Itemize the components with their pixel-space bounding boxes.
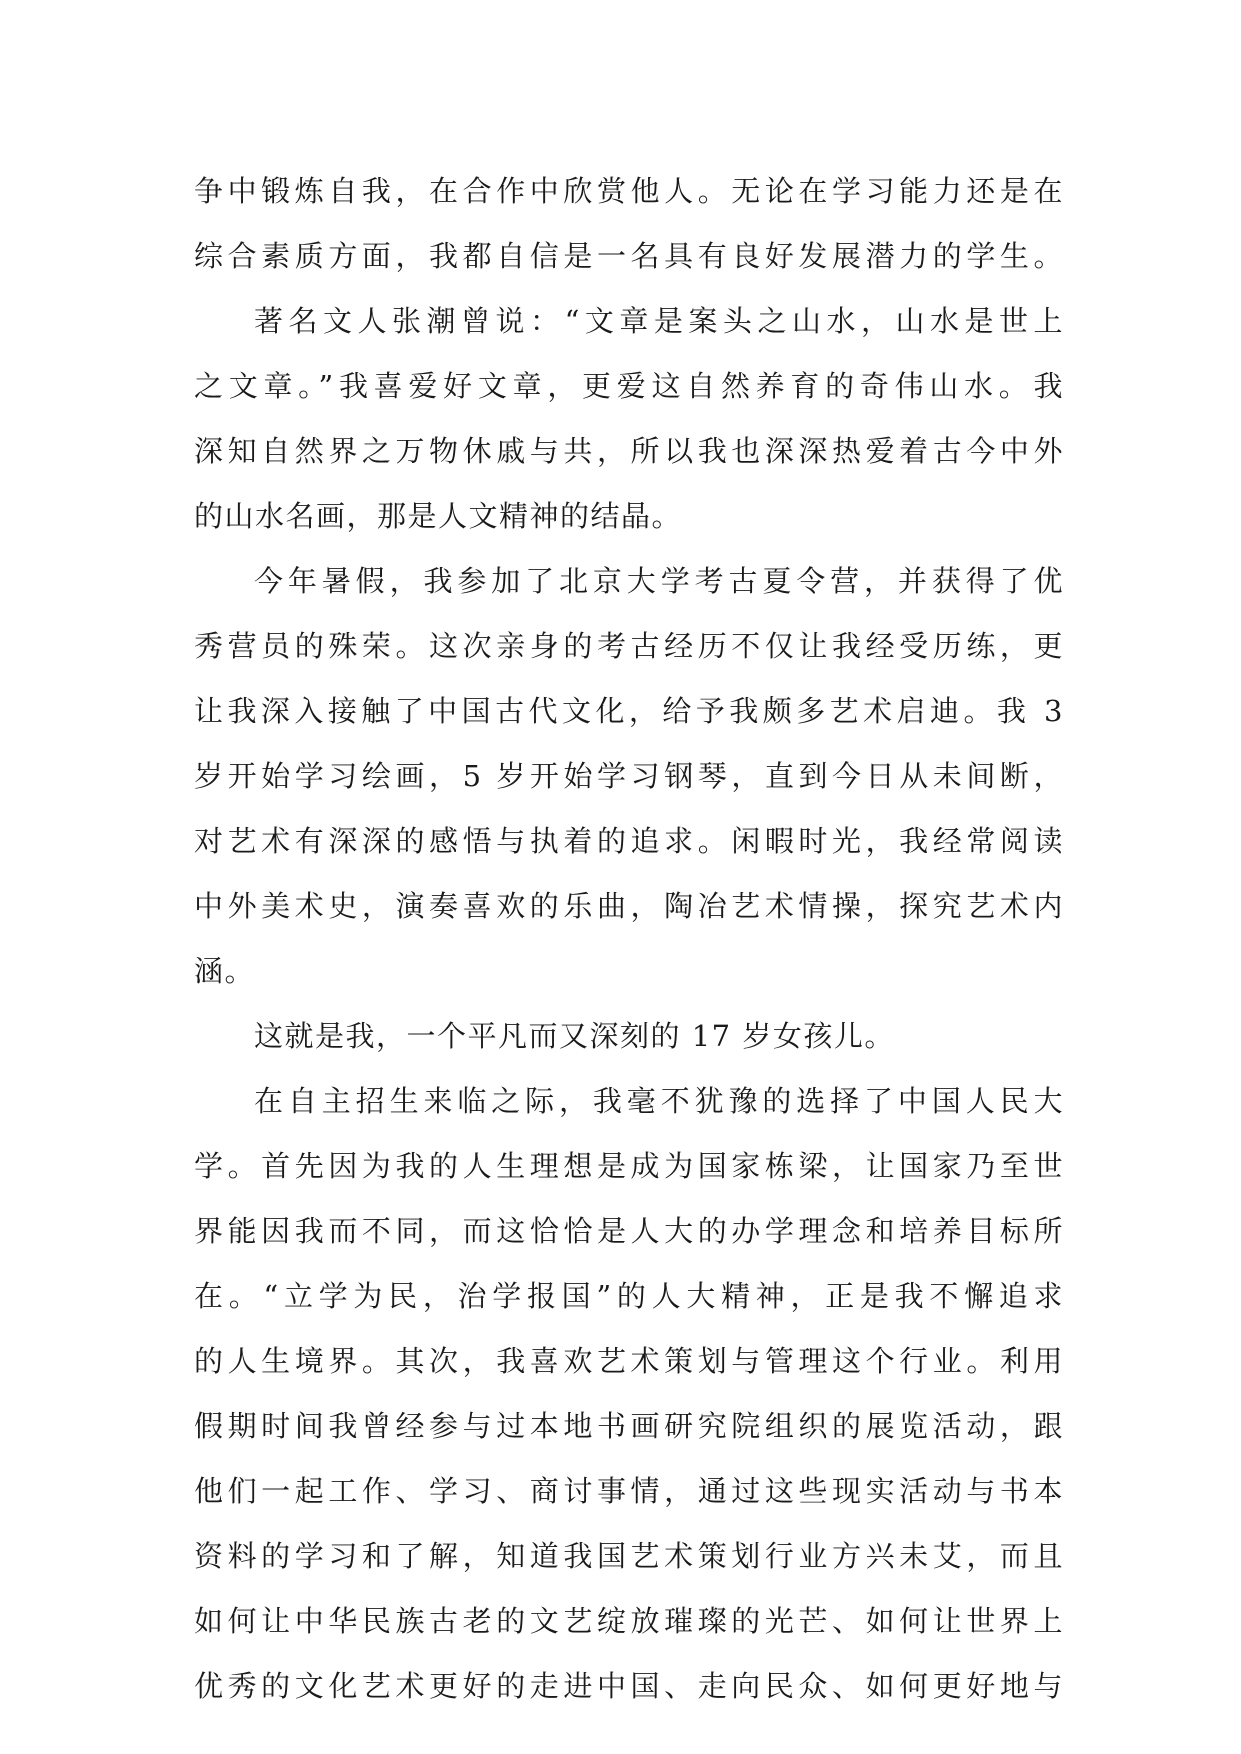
text-line: 这就是我，一个平凡而又深刻的 17 岁女孩儿。 <box>254 1019 895 1053</box>
text-line: 在自主招生来临之际，我毫不犹豫的选择了中国人民大 <box>254 1084 1064 1118</box>
text-line: 岁开始学习绘画，5 岁开始学习钢琴，直到今日从未间断， <box>194 759 1064 793</box>
text-line: 他们一起工作、学习、商讨事情，通过这些现实活动与书本 <box>194 1474 1064 1508</box>
text-line: 假期时间我曾经参与过本地书画研究院组织的展览活动，跟 <box>194 1409 1064 1443</box>
text-line: 学。首先因为我的人生理想是成为国家栋梁，让国家乃至世 <box>194 1149 1064 1183</box>
text-line: 秀营员的殊荣。这次亲身的考古经历不仅让我经受历练，更 <box>194 629 1064 663</box>
text-line: 著名文人张潮曾说：“文章是案头之山水，山水是世上 <box>254 304 1064 338</box>
text-line: 的人生境界。其次，我喜欢艺术策划与管理这个行业。利用 <box>194 1344 1064 1378</box>
text-line: 中外美术史，演奏喜欢的乐曲，陶冶艺术情操，探究艺术内 <box>194 889 1064 923</box>
text-line: 的山水名画，那是人文精神的结晶。 <box>194 499 683 533</box>
text-line: 如何让中华民族古老的文艺绽放璀璨的光芒、如何让世界上 <box>194 1604 1064 1638</box>
text-line: 今年暑假，我参加了北京大学考古夏令营，并获得了优 <box>254 564 1064 598</box>
text-line: 让我深入接触了中国古代文化，给予我颇多艺术启迪。我 3 <box>194 694 1064 728</box>
text-line: 之文章。”我喜爱好文章，更爱这自然养育的奇伟山水。我 <box>194 369 1064 403</box>
text-line: 对艺术有深深的感悟与执着的追求。闲暇时光，我经常阅读 <box>194 824 1064 858</box>
text-line: 界能因我而不同，而这恰恰是人大的办学理念和培养目标所 <box>194 1214 1064 1248</box>
text-line: 深知自然界之万物休戚与共，所以我也深深热爱着古今中外 <box>194 434 1064 468</box>
text-line: 综合素质方面，我都自信是一名具有良好发展潜力的学生。 <box>194 239 1064 273</box>
text-line: 在。“立学为民，治学报国”的人大精神，正是我不懈追求 <box>194 1279 1064 1313</box>
text-line: 资料的学习和了解，知道我国艺术策划行业方兴未艾，而且 <box>194 1539 1064 1573</box>
text-line: 优秀的文化艺术更好的走进中国、走向民众、如何更好地与 <box>194 1669 1064 1703</box>
document-body <box>194 159 1064 1719</box>
text-line: 涵。 <box>194 954 256 988</box>
text-line: 争中锻炼自我，在合作中欣赏他人。无论在学习能力还是在 <box>194 174 1064 208</box>
